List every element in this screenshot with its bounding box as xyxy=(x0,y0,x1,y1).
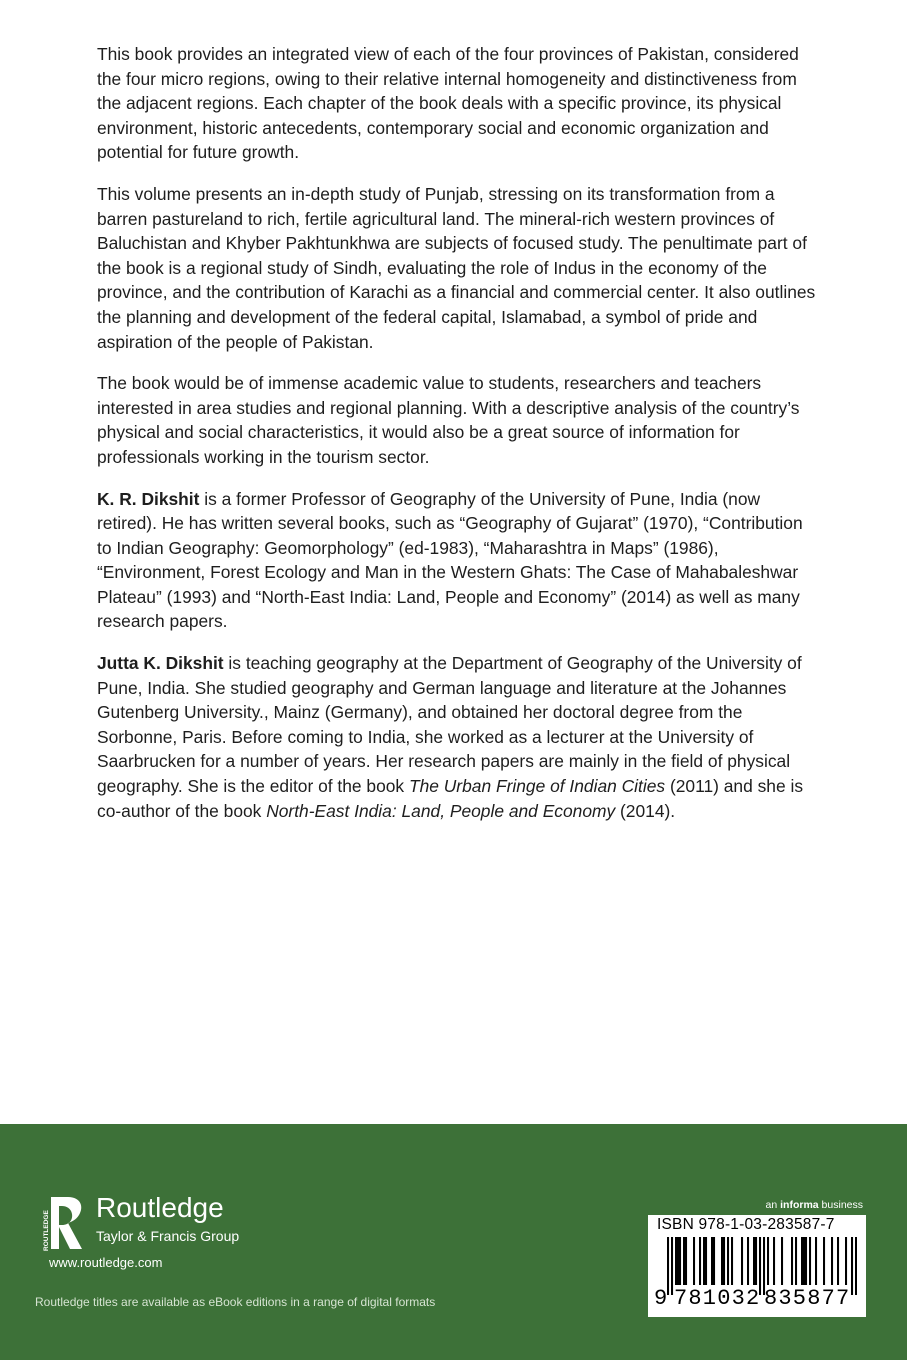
isbn-barcode xyxy=(648,1215,866,1317)
barcode-bar xyxy=(723,1237,725,1285)
description-paragraph-2: This volume presents an in-depth study of Punjab, stressing on its transformation from a barren pastureland to rich, fertile agricultural land. The mineral-rich western provinces of Baluchistan and Khyber Pakhtunkhwa are subjects of focused study. The penultimate part of the book is a regional study of Sindh, evaluating the role of Indus in the economy of the province, and the contribution of Karachi as a financial and commercial center. It also outlines the planning and development of the federal capital, Islamabad, a symbol of pride and aspiration of the people of Pakistan. xyxy=(97,183,816,352)
barcode-bar xyxy=(803,1237,805,1285)
barcode-bar xyxy=(667,1237,669,1295)
barcode-bar xyxy=(753,1237,755,1285)
barcode-bar xyxy=(755,1237,757,1285)
barcode-bar xyxy=(801,1237,803,1285)
barcode-bar xyxy=(713,1237,715,1285)
author-bio-2-text-b: (2011) and she is co-author of the book xyxy=(97,776,804,821)
isbn-number: ISBN 978-1-03-283587-7 xyxy=(657,1216,835,1233)
book-title-urban-fringe: The Urban Fringe of Indian Cities xyxy=(408,776,666,797)
description-paragraph-1: This book provides an integrated view of each of the four provinces of Pakistan, considered the four micro regions, owing to their relative internal homogeneity and distinctiveness from the adjacent regions. Each chapter of the book deals with a specific province, its physical environment, historic antecedents, contemporary social and economic organization and potential for future growth. xyxy=(97,44,799,163)
barcode-bar xyxy=(747,1237,749,1285)
back-cover-text xyxy=(97,42,817,840)
author-bio-2-text-c: (2014). xyxy=(615,800,676,821)
barcode-bar xyxy=(671,1237,673,1295)
barcode-bar xyxy=(815,1237,817,1285)
book-title-north-east-india: North-East India: Land, People and Economy xyxy=(266,800,616,821)
author-bio-1 xyxy=(97,487,817,635)
barcode-bar xyxy=(845,1237,847,1285)
publisher-website: www.routledge.com xyxy=(49,1255,163,1270)
barcode-bar xyxy=(851,1237,853,1295)
barcode-bar xyxy=(837,1237,839,1285)
barcode-digits-right: 835877 xyxy=(764,1286,851,1311)
author-name-1: K. R. Dikshit xyxy=(97,488,200,509)
barcode-bar xyxy=(809,1237,811,1285)
barcode-bar xyxy=(703,1237,705,1285)
barcode-bar xyxy=(791,1237,793,1285)
barcode-bar xyxy=(805,1237,807,1285)
barcode-bar xyxy=(831,1237,833,1285)
barcode-bar xyxy=(731,1237,733,1285)
informa-suffix: business xyxy=(818,1199,863,1211)
barcode-bar xyxy=(685,1237,687,1285)
publisher-name: Routledge xyxy=(96,1192,224,1223)
barcode-bar xyxy=(773,1237,775,1285)
barcode-bar xyxy=(711,1237,713,1285)
author-bio-2 xyxy=(97,651,817,823)
barcode-bar xyxy=(855,1237,857,1295)
description-paragraph-3: The book would be of immense academic value to students, researchers and teachers interested in area studies and regional planning. With a descriptive analysis of the country’s physical and social characteristics, it would also be a great source of information for professionals working in the tourism sector. xyxy=(97,373,800,467)
routledge-side-text: ROUTLEDGE xyxy=(43,1210,50,1251)
barcode-bar xyxy=(699,1237,701,1285)
ebook-availability-note: Routledge titles are available as eBook editions in a range of digital formats xyxy=(35,1295,436,1309)
barcode-digits-left: 781032 xyxy=(674,1286,761,1311)
barcode-bar xyxy=(767,1237,769,1285)
informa-business-tag xyxy=(766,1198,863,1212)
barcode-bar xyxy=(781,1237,783,1285)
barcode-bar xyxy=(795,1237,797,1285)
barcode-bar xyxy=(693,1237,695,1285)
routledge-logo-icon xyxy=(42,1195,88,1253)
barcode-bar xyxy=(677,1237,679,1285)
author-bio-2-text-a: is teaching geography at the Department of Geography of the University of Pune, India. She studied geography and German language and literature at the Johannes Gutenberg University., Mainz (Germany), and obtained her doctoral degree from the Sorbonne, Paris. Before coming to India, she worked as a lecturer at the University of Saarbrucken for a number of years. Her research papers are mainly in the field of physical geography. She is the editor of the book xyxy=(97,653,802,797)
informa-prefix: an xyxy=(765,1199,781,1211)
author-name-2: Jutta K. Dikshit xyxy=(97,653,224,674)
informa-brand: informa xyxy=(780,1199,819,1211)
routledge-logo xyxy=(42,1192,302,1275)
barcode-digit-first: 9 xyxy=(654,1286,668,1311)
barcode-bar xyxy=(683,1237,685,1285)
barcode-bar xyxy=(823,1237,825,1285)
barcode-bar xyxy=(741,1237,743,1285)
barcode-bar xyxy=(705,1237,707,1285)
barcode-bar xyxy=(721,1237,723,1285)
author-bio-1-text: is a former Professor of Geography of the University of Pune, India (now retired). He has written several books, such as “Geography of Gujarat” (1970), “Contribution to Indian Geography: Geomorphology” (ed-1983), “Maharashtra in Maps” (1986), “Environment, Forest Ecology and Man in the Western Ghats: The Case of Mahabaleshwar Plateau” (1993) and “North-East India: Land, People and Economy” (2014) as well as many research papers. xyxy=(97,488,803,632)
publisher-group: Taylor & Francis Group xyxy=(96,1228,240,1244)
barcode-bar xyxy=(727,1237,729,1285)
barcode-bar xyxy=(675,1237,677,1285)
barcode-bar xyxy=(679,1237,681,1285)
